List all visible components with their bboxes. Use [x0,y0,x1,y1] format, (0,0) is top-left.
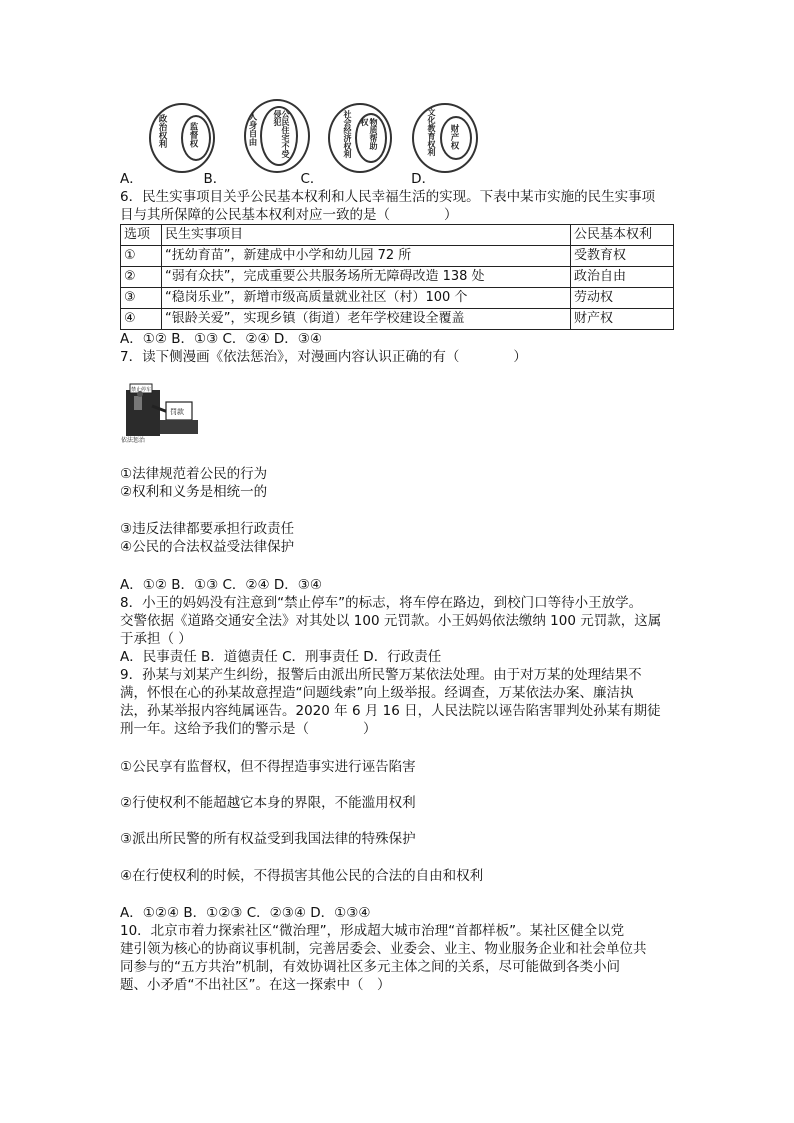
cartoon-illustration [120,382,200,444]
q9-statement-4: ④在行使权利的时候，不得损害其他公民的合法的自由和权利 [120,868,484,884]
q7-options: A．①② B．①③ C．②④ D．③④ [120,577,323,593]
q9-line-4: 刑一年。这给予我们的警示是（ ） [120,721,377,737]
q6-stem-line-1: 6．民生实事项目关乎公民基本权利和人民幸福生活的实现。下表中某市实施的民生实事项 [120,189,656,205]
row-number: ① [121,246,162,267]
q10-line-3: 同参与的“五方共治”机制，有效协调社区多元主体之间的关系，尽可能做到各类小问 [120,959,620,975]
outer-label: 社会经济权利 [343,110,352,158]
row-number: ④ [121,309,162,330]
q8-line-2: 交警依据《道路交通安全法》对其处以 100 元罚款。小王妈妈依法缴纳 100 元罚款，这属 [120,613,662,629]
q8-options: A．民事责任 B．道德责任 C．刑事责任 D．行政责任 [120,649,442,665]
q10-line-4: 题、小矛盾“不出社区”。在这一探索中（ ） [120,977,391,993]
table-header-row [121,225,674,246]
q6-stem-line-2: 目与其所保障的公民基本权利对应一致的是（ ） [120,207,458,223]
q7-statement-3: ③违反法律都要承担行政责任 [120,521,295,537]
row-project: “稳岗乐业”，新增市级高质量就业社区（村）100 个 [162,288,571,309]
q9-statement-1: ①公民享有监督权，但不得捏造事实进行诬告陷害 [120,759,416,775]
q6-options: A．①② B．①③ C．②④ D．③④ [120,331,323,347]
q9-statement-3: ③派出所民警的所有权益受到我国法律的特殊保护 [120,831,416,847]
inner-label: 财产权 [449,124,459,150]
table-row [121,288,674,309]
cartoon-no-parking-sign: 禁止停车 [131,387,152,393]
cartoon-drawing [120,382,200,444]
inner-label: 公民住宅不受侵犯 [273,110,290,158]
table-row [121,267,674,288]
q7-statement-4: ④公民的合法权益受法律保护 [120,539,295,555]
row-right: 劳动权 [571,288,674,309]
table-row [121,246,674,267]
q8-line-3: 于承担（ ） [120,631,192,647]
inner-label: 物质帮助权 [360,118,378,150]
q7-statement-1: ①法律规范着公民的行为 [120,466,268,482]
row-project: “弱有众扶”，完成重要公共服务场所无障碍改造 138 处 [162,267,571,288]
outer-label: 文化教育权利 [427,108,436,156]
cartoon-fine-sign: 罚款 [170,408,184,416]
q9-line-2: 满，怀恨在心的孙某故意捏造“问题线索”向上级举报。经调查，万某依法办案、廉洁执 [120,685,634,701]
outer-label: 政治权利 [157,114,167,148]
q10-line-2: 建引领为核心的协商议事机制，完善居委会、业委会、业主、物业服务企业和社会单位共 [120,941,647,957]
row-project: “银龄关爱”，实现乡镇（街道）老年学校建设全覆盖 [162,309,571,330]
row-project: “抚幼育苗”，新建成中小学和幼儿园 72 所 [162,246,571,267]
inner-label: 监督权 [188,122,198,148]
header-right: 公民基本权利 [571,225,674,246]
header-project: 民生实事项目 [162,225,571,246]
row-number: ③ [121,288,162,309]
row-right: 财产权 [571,309,674,330]
q9-options: A．①②④ B．①②③ C．②③④ D．①③④ [120,905,371,921]
q9-statement-2: ②行使权利不能超越它本身的界限，不能滥用权利 [120,795,416,811]
row-number: ② [121,267,162,288]
q8-line-1: 8．小王的妈妈没有注意到“禁止停车”的标志，将车停在路边，到校门口等待小王放学。 [120,595,643,611]
diagram-options: A． B． C． D． [120,171,436,187]
q10-line-1: 10．北京市着力探索社区“微治理”，形成超大城市治理“首都样板”。某社区健全以党 [120,923,625,939]
table-row [121,309,674,330]
cartoon-caption: 依法惩治 [121,437,146,444]
outer-label: 人身自由 [247,112,257,146]
q9-line-3: 法，孙某举报内容纯属诬告。2020 年 6 月 16 日，人民法院以诬告陷害罪判处孙某有期徒 [120,703,661,719]
q7-statement-2: ②权利和义务是相统一的 [120,484,268,500]
row-right: 政治自由 [571,267,674,288]
header-option: 选项 [121,225,162,246]
row-right: 受教育权 [571,246,674,267]
rights-table [120,224,674,330]
q9-line-1: 9．孙某与刘某产生纠纷，报警后由派出所民警万某依法处理。由于对万某的处理结果不 [120,667,642,683]
q7-stem: 7．读下侧漫画《依法惩治》，对漫画内容认识正确的有（ ） [120,349,527,365]
